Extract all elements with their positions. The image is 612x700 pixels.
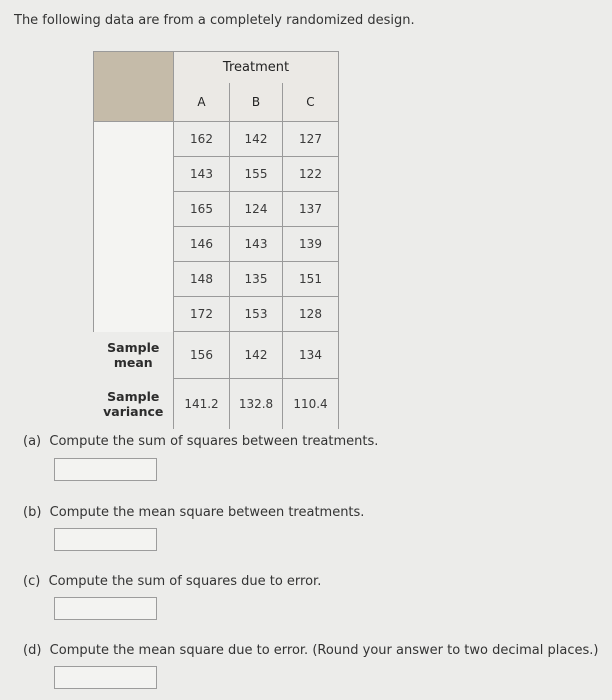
cell-c-1: 127 bbox=[283, 122, 339, 157]
cell-a-1: 162 bbox=[174, 122, 230, 157]
sample-variance-label: Sample variance bbox=[94, 379, 174, 430]
cell-b-2: 155 bbox=[230, 157, 283, 192]
table-row bbox=[94, 122, 339, 157]
sample-mean-b: 142 bbox=[230, 332, 283, 379]
answer-input-c[interactable] bbox=[54, 597, 157, 620]
treatment-header: Treatment bbox=[174, 52, 339, 84]
cell-c-3: 137 bbox=[283, 192, 339, 227]
sample-variance-b: 132.8 bbox=[230, 379, 283, 430]
cell-a-4: 146 bbox=[174, 227, 230, 262]
cell-a-6: 172 bbox=[174, 297, 230, 332]
sample-mean-label: Sample mean bbox=[94, 332, 174, 379]
column-header-a: A bbox=[174, 83, 230, 122]
cell-b-5: 135 bbox=[230, 262, 283, 297]
question-c: (c) Compute the sum of squares due to error. bbox=[23, 574, 322, 589]
table-corner-cell bbox=[94, 52, 174, 122]
cell-b-6: 153 bbox=[230, 297, 283, 332]
sample-mean-row bbox=[94, 332, 339, 379]
row-label-stub bbox=[94, 122, 174, 332]
column-header-c: C bbox=[283, 83, 339, 122]
column-header-b: B bbox=[230, 83, 283, 122]
question-a: (a) Compute the sum of squares between treatments. bbox=[23, 434, 379, 449]
sample-mean-a: 156 bbox=[174, 332, 230, 379]
cell-b-3: 124 bbox=[230, 192, 283, 227]
cell-c-5: 151 bbox=[283, 262, 339, 297]
cell-a-2: 143 bbox=[174, 157, 230, 192]
cell-c-2: 122 bbox=[283, 157, 339, 192]
data-table bbox=[93, 51, 339, 429]
sample-variance-row bbox=[94, 379, 339, 430]
cell-b-1: 142 bbox=[230, 122, 283, 157]
answer-input-d[interactable] bbox=[54, 666, 157, 689]
question-b: (b) Compute the mean square between treatments. bbox=[23, 505, 365, 520]
problem-intro: The following data are from a completely randomized design. bbox=[14, 13, 415, 28]
sample-variance-c: 110.4 bbox=[283, 379, 339, 430]
cell-c-6: 128 bbox=[283, 297, 339, 332]
cell-a-5: 148 bbox=[174, 262, 230, 297]
question-d: (d) Compute the mean square due to error. (Round your answer to two decimal places.) bbox=[23, 643, 599, 658]
sample-mean-c: 134 bbox=[283, 332, 339, 379]
answer-input-a[interactable] bbox=[54, 458, 157, 481]
cell-c-4: 139 bbox=[283, 227, 339, 262]
sample-variance-a: 141.2 bbox=[174, 379, 230, 430]
cell-a-3: 165 bbox=[174, 192, 230, 227]
cell-b-4: 143 bbox=[230, 227, 283, 262]
answer-input-b[interactable] bbox=[54, 528, 157, 551]
